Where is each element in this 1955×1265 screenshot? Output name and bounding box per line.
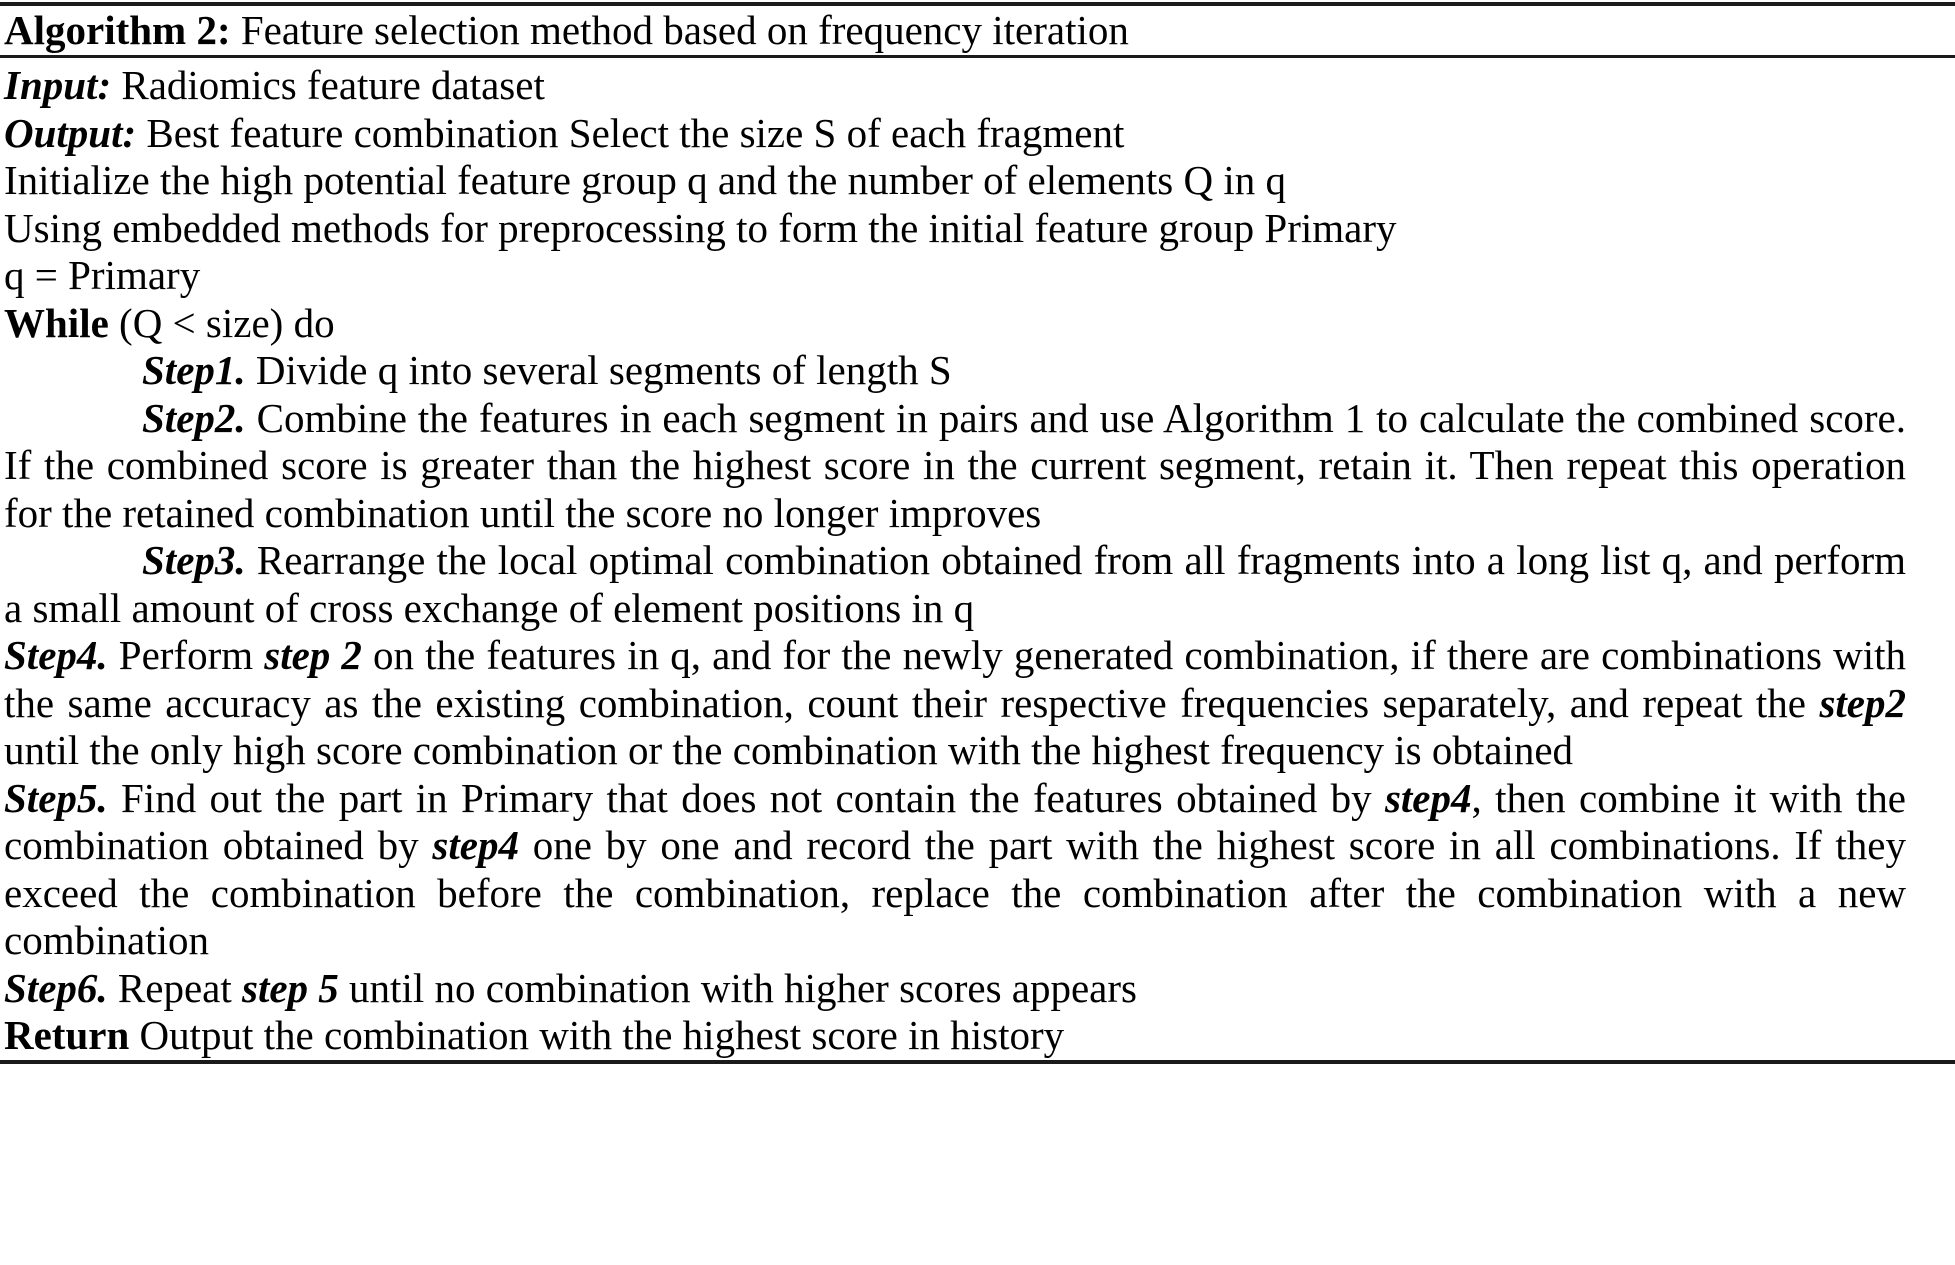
- step-reference: step2: [1819, 679, 1906, 726]
- step-text: Perform: [107, 632, 265, 678]
- step-text: until no combination with higher scores appears: [338, 964, 1137, 1011]
- step-label: Step5.: [4, 774, 108, 821]
- step-reference: step4: [1384, 774, 1472, 821]
- step-line: [4, 632, 1906, 775]
- step-label: Step1.: [142, 347, 246, 393]
- output-label: Output:: [4, 109, 137, 156]
- algorithm-header: [0, 6, 1955, 55]
- step-text: Combine the features in each segment in pairs and use Algorithm 1 to calculate the combined score. If the combined score is greater than the highest score in the current segment, retain it. Then repeat this operation for the retained combination until the score no longer improves: [4, 394, 1906, 536]
- algorithm-title: Feature selection method based on frequency iteration: [230, 7, 1129, 53]
- initialize-line: Initialize the high potential feature group q and the number of elements Q in q: [4, 157, 1286, 203]
- step-line: [4, 537, 1906, 632]
- step-line: [4, 965, 1906, 1013]
- step-line: [4, 775, 1906, 965]
- step-text: Divide q into several segments of length S: [245, 347, 952, 393]
- step-text: , then combine it with the combination obtained by: [4, 774, 1906, 868]
- step-text: one by one and record the part with the highest score in all combinations. If they exceed the combination before the combination, replace the combination after the combination with a new combination: [4, 822, 1906, 963]
- step-label: Step3.: [142, 537, 246, 583]
- return-text: Output the combination with the highest score in history: [129, 1012, 1065, 1058]
- step-text: Repeat: [107, 964, 242, 1011]
- input-label: Input:: [4, 62, 112, 108]
- algorithm-number-label: Algorithm 2:: [4, 7, 231, 53]
- steps-container: [4, 347, 1906, 1012]
- bottom-rule: [0, 1060, 1955, 1064]
- algorithm-body: [0, 58, 1930, 1060]
- return-label: Return: [4, 1012, 130, 1058]
- step-reference: step 5: [242, 964, 339, 1011]
- input-text: Radiomics feature dataset: [111, 62, 545, 108]
- while-line: [4, 300, 1906, 348]
- output-line: [4, 110, 1906, 158]
- input-line: [4, 62, 1906, 110]
- while-condition: (Q < size) do: [108, 299, 335, 346]
- step-reference: step 2: [264, 632, 362, 678]
- step-text: Rearrange the local optimal combination obtained from all fragments into a long list q, and perform a small amount of cross exchange of element positions in q: [4, 537, 1906, 631]
- output-text: Best feature combination Select the size S of each fragment: [136, 109, 1125, 156]
- step-label: Step6.: [4, 964, 108, 1011]
- step-line: [4, 347, 1906, 395]
- step-text: until the only high score combination or the combination with the highest frequency is obtained: [4, 727, 1574, 773]
- assignment-line: q = Primary: [4, 252, 201, 298]
- embedded-methods-line: Using embedded methods for preprocessing to form the initial feature group Primary: [4, 204, 1397, 251]
- step-text: on the features in q, and for the newly generated combination, if there are combinations with the same accuracy as the existing combination, count their respective frequencies separately, and repeat the: [4, 632, 1906, 726]
- step-label: Step4.: [4, 632, 108, 678]
- step-label: Step2.: [142, 394, 246, 441]
- step-text: Find out the part in Primary that does not contain the features obtained by: [107, 774, 1385, 821]
- step-line: [4, 395, 1906, 538]
- step-reference: step4: [432, 822, 519, 868]
- return-line: [4, 1012, 1906, 1060]
- while-label: While: [4, 299, 109, 346]
